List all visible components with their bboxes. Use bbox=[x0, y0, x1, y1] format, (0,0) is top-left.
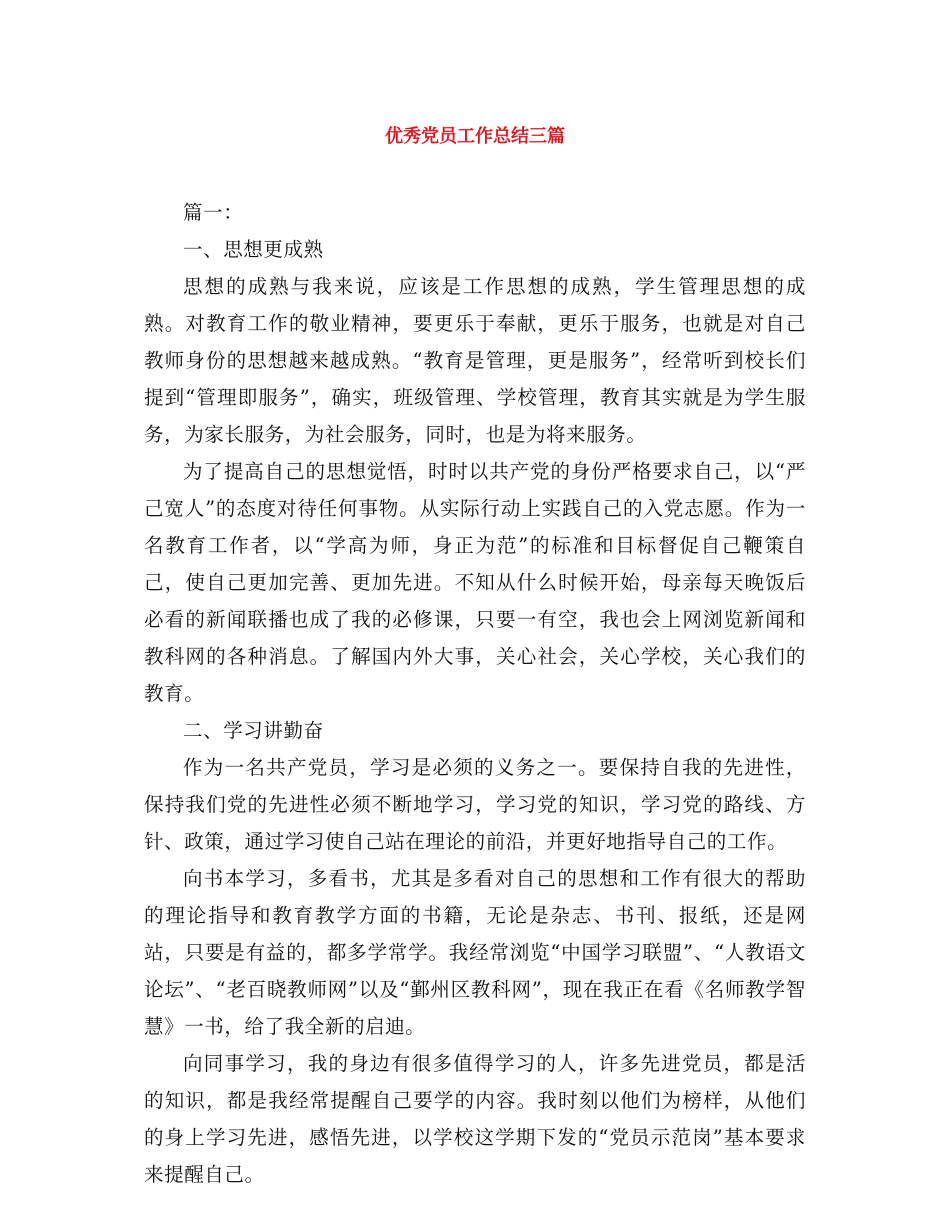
paragraph: 向书本学习，多看书，尤其是多看对自己的思想和工作有很大的帮助的理论指导和教育教学方面的书籍，无论是杂志、书刊、报纸，还是网站，只要是有益的，都多学常学。我经常浏览“中国学习联盟”、“人教语文论坛”、“老百晓教师网”以及“鄞州区教科网”，现在我正在看《名师教学智慧》一书，给了我全新的启迪。 bbox=[144, 867, 806, 1038]
heading-study-diligence: 二、学习讲勤奋 bbox=[183, 719, 324, 742]
paragraph: 作为一名共产党员，学习是必须的义务之一。要保持自我的先进性，保持我们党的先进性必须不断地学习，学习党的知识，学习党的路线、方针、政策，通过学习使自己站在理论的前沿，并更好地指导自己的工作。 bbox=[144, 756, 806, 853]
paragraph: 向同事学习，我的身边有很多值得学习的人，许多先进党员，都是活的知识，都是我经常提醒自己要学的内容。我时刻以他们为榜样，从他们的身上学习先进，感悟先进，以学校这学期下发的“党员示范岗”基本要求来提醒自己。 bbox=[144, 1052, 806, 1186]
paragraph-section-label: 篇一： bbox=[183, 201, 244, 224]
heading-thought-maturity: 一、思想更成熟 bbox=[183, 238, 324, 261]
paragraph: 思想的成熟与我来说，应该是工作思想的成熟，学生管理思想的成熟。对教育工作的敬业精神，要更乐于奉献，更乐于服务，也就是对自己教师身份的思想越来越成熟。“教育是管理，更是服务”，经常听到校长们提到“管理即服务”，确实，班级管理、学校管理，教育其实就是为学生服务，为家长服务，为社会服务，同时，也是为将来服务。 bbox=[144, 275, 806, 446]
paragraph: 为了提高自己的思想觉悟，时时以共产党的身份严格要求自己，以“严己宽人”的态度对待任何事物。从实际行动上实践自己的入党志愿。作为一名教育工作者，以“学高为师，身正为范”的标准和目标督促自己鞭策自己，使自己更加完善、更加先进。不知从什么时候开始，母亲每天晚饭后必看的新闻联播也成了我的必修课，只要一有空，我也会上网浏览新闻和教科网的各种消息。了解国内外大事，关心社会，关心学校，关心我们的教育。 bbox=[144, 460, 806, 705]
document-body bbox=[144, 194, 806, 1193]
document-title: 优秀党员工作总结三篇 bbox=[385, 126, 565, 147]
